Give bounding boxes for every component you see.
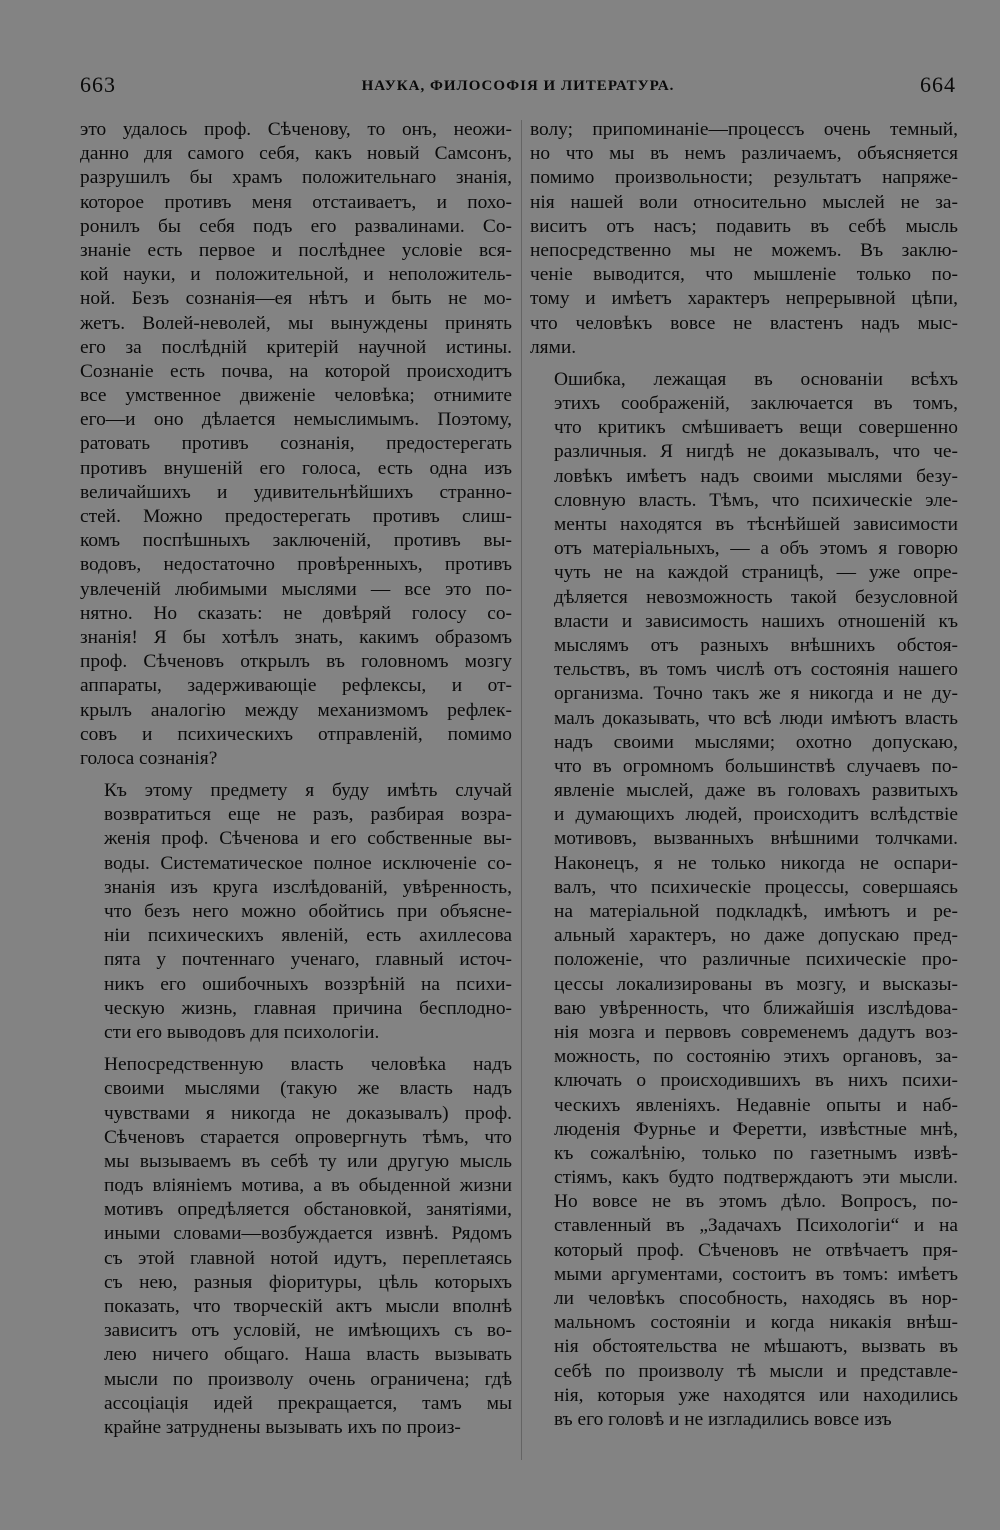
text-line: ченіе выводится, что мышленіе только по- bbox=[530, 264, 958, 286]
text-line: противъ внушеній его голоса, есть одна изъ bbox=[80, 457, 512, 479]
text-line: лями. bbox=[530, 336, 577, 358]
text-line: ли человѣкъ способность, находясь въ нор- bbox=[554, 1288, 958, 1309]
text-line: чувствами я никогда не доказывалъ) проф. bbox=[104, 1102, 512, 1124]
text-line: совъ и психическихъ отправленій, помимо bbox=[80, 723, 512, 745]
text-line: нія, которыя уже находятся или находились bbox=[554, 1384, 958, 1406]
text-line: валъ, что психическіе процессы, совершаясь bbox=[554, 876, 958, 898]
text-line: виситъ отъ насъ; подавить въ себѣ мысль bbox=[530, 215, 958, 237]
text-line: ронилъ бы себя подъ его развалинами. Со- bbox=[80, 215, 512, 237]
text-line: женія проф. Сѣченова и его собственные вы- bbox=[104, 828, 512, 850]
text-line: на матеріальной подкладкѣ, имѣютъ и ре- bbox=[554, 901, 958, 922]
text-line: лею ничего общаго. Наша власть вызывать bbox=[104, 1344, 512, 1366]
text-line: различныя. Я нигдѣ не доказывалъ, что че- bbox=[554, 441, 958, 463]
text-line: мотивовъ, вызванныхъ внѣшними толчками. bbox=[554, 828, 958, 850]
text-line: воды. Систематическое полное исключеніе со- bbox=[104, 852, 512, 874]
text-line: ассоціація идей прекращается, тамъ мы bbox=[104, 1392, 512, 1414]
text-line: въ его головѣ и не изгладились вовсе изъ bbox=[554, 1408, 892, 1430]
text-line: ческихъ явленіяхъ. Недавніе опыты и наб- bbox=[554, 1094, 958, 1116]
text-line: мальномъ состояніи и когда никакія внѣш- bbox=[554, 1312, 958, 1334]
text-line: ключать о происходившихъ въ нихъ психи- bbox=[554, 1070, 958, 1092]
paragraph bbox=[80, 1053, 512, 1440]
text-line: жетъ. Волей-неволей, мы вынуждены принять bbox=[80, 312, 512, 334]
text-line: явленіе мыслей, даже въ головахъ развитыхъ bbox=[554, 780, 958, 802]
text-line: мотивъ опредѣляется обстановкой, занятіями, bbox=[104, 1199, 512, 1221]
text-line: ставленный въ „Задачахъ Психологіи“ и на bbox=[554, 1215, 958, 1237]
text-line: все умственное движеніе человѣка; отнимите bbox=[80, 385, 512, 407]
text-line: что безъ него можно обойтись при объясне- bbox=[104, 901, 512, 922]
text-line: отъ матеріальныхъ, — а объ этомъ я говорю bbox=[554, 538, 958, 560]
text-line: сти его выводовъ для психологіи. bbox=[104, 1021, 380, 1043]
text-line: что въ огромномъ большинствѣ случаевъ по- bbox=[554, 755, 958, 777]
text-line: ваю увѣренность, что ближайшія изслѣдова- bbox=[554, 997, 958, 1019]
text-line: никъ его ошибочныхъ воззрѣній на психи- bbox=[104, 973, 512, 995]
text-line: крайне затруднены вызывать ихъ по произ- bbox=[104, 1416, 461, 1438]
text-line: нія обстоятельства не мѣшаютъ, вызвать въ bbox=[554, 1336, 958, 1358]
text-line: его за послѣдній критерій научной истины. bbox=[80, 336, 512, 358]
text-line: пята у почтеннаго ученаго, главный источ- bbox=[104, 949, 512, 971]
text-line: надъ своими мыслями; охотно допускаю, bbox=[554, 731, 958, 753]
text-line: волу; припоминаніе—процессъ очень темный, bbox=[530, 119, 958, 140]
text-line: это удалось проф. Сѣченову, то онъ, неожи- bbox=[80, 119, 512, 140]
text-line: этихъ соображеній, заключается въ томъ, bbox=[554, 393, 958, 415]
page-number-left: 663 bbox=[80, 72, 116, 97]
column-divider bbox=[521, 120, 522, 1460]
text-line: ратовать противъ сознанія, предостерегать bbox=[80, 433, 512, 455]
text-line: стей. Можно предостерегать противъ слиш- bbox=[80, 506, 512, 527]
text-line: мыслямъ отъ разныхъ внѣшнихъ обстоя- bbox=[554, 634, 958, 656]
text-line: положеніе, что различные психическіе про- bbox=[554, 949, 958, 971]
text-line: ной. Безъ сознанія—ея нѣтъ и быть не мо- bbox=[80, 288, 512, 310]
text-line: непосредственно мы не можемъ. Въ заклю- bbox=[530, 239, 958, 261]
text-line: величайшихъ и удивительнѣйшихъ странно- bbox=[80, 481, 512, 503]
text-line: къ сожалѣнію, только по газетнымъ извѣ- bbox=[554, 1142, 958, 1164]
text-line: который проф. Сѣченовъ не отвѣчаетъ пря- bbox=[554, 1239, 958, 1261]
text-line: стіямъ, какъ будто подтверждаютъ эти мысли. bbox=[554, 1167, 958, 1189]
paragraph bbox=[530, 368, 958, 1432]
text-line: альный характеръ, но даже допускаю пред- bbox=[554, 925, 958, 947]
text-line: Наконецъ, я не только никогда не оспари- bbox=[554, 852, 958, 874]
text-line: его—и оно дѣлается немыслимымъ. Поэтому, bbox=[80, 409, 512, 431]
text-line: малъ доказывать, что всѣ люди имѣютъ власть bbox=[554, 707, 958, 729]
text-line: кой науки, и положительной, и неположитель- bbox=[80, 264, 512, 286]
text-line: голоса сознанія? bbox=[80, 747, 218, 769]
text-line: знаніе есть первое и послѣднее условіе вся- bbox=[80, 239, 512, 261]
text-line: тельствъ, въ томъ числѣ отъ состоянія нашего bbox=[554, 659, 958, 681]
text-line: съ нею, разныя фіоритуры, цѣль которыхъ bbox=[104, 1271, 512, 1293]
text-line: показать, что творческій актъ мысли вполнѣ bbox=[104, 1296, 512, 1317]
text-line: зависитъ отъ условій, не имѣющихъ съ во- bbox=[104, 1320, 512, 1342]
page-number-right: 664 bbox=[920, 72, 956, 97]
text-line: нія нашей воли относительно мыслей не за- bbox=[530, 191, 958, 213]
text-line: Сознаніе есть почва, на которой происходитъ bbox=[80, 360, 512, 382]
running-title: НАУКА, ФИЛОСОФІЯ И ЛИТЕРАТУРА. bbox=[361, 78, 675, 94]
text-line: водовъ, недостаточно провѣренныхъ, противъ bbox=[80, 554, 512, 576]
text-line: проф. Сѣченовъ открылъ въ головномъ мозгу bbox=[80, 651, 512, 673]
text-line: Сѣченовъ старается опровергнуть тѣмъ, что bbox=[104, 1126, 512, 1148]
paragraph bbox=[80, 118, 512, 771]
text-line: съ этой главной нотой идутъ, переплетаясь bbox=[104, 1247, 512, 1269]
text-line: организма. Точно такъ же я никогда и не ду- bbox=[554, 683, 958, 705]
text-line: комъ поспѣшныхъ заключеній, противъ вы- bbox=[80, 530, 512, 552]
text-line: что критикъ смѣшиваетъ вещи совершенно bbox=[554, 417, 958, 439]
left-column bbox=[80, 118, 512, 1440]
text-line: своими мыслями (такую же власть надъ bbox=[104, 1078, 512, 1100]
text-line: крылъ аналогію между механизмомъ рефлек- bbox=[80, 699, 512, 721]
text-line: тому и имѣетъ характеръ непрерывной цѣпи, bbox=[530, 288, 958, 310]
text-line: иными словами—возбуждается извнѣ. Рядомъ bbox=[104, 1223, 512, 1245]
text-line: можность, по состоянію этихъ органовъ, за- bbox=[554, 1046, 958, 1068]
text-line: Къ этому предмету я буду имѣть случай bbox=[104, 780, 512, 802]
text-line: менты находятся въ тѣснѣйшей зависимости bbox=[554, 514, 958, 535]
text-line: которое противъ меня отстаиваетъ, и похо- bbox=[80, 191, 512, 213]
text-line: помимо произвольности; результатъ напряже- bbox=[530, 167, 958, 189]
text-line: нія мозга и первовъ современемъ дадутъ воз- bbox=[554, 1021, 958, 1043]
text-line: Непосредственную власть человѣка надъ bbox=[104, 1054, 512, 1076]
text-line: ніи психическихъ явленій, есть ахиллесова bbox=[104, 925, 512, 947]
text-line: дѣляется невозможность такой безусловной bbox=[554, 586, 958, 608]
text-line: но что мы въ немъ различаемъ, объясняется bbox=[530, 143, 958, 165]
text-line: Но вовсе не въ этомъ дѣло. Вопросъ, по- bbox=[554, 1191, 958, 1213]
text-line: что человѣкъ вовсе не властенъ надъ мыс- bbox=[530, 312, 958, 334]
text-line: цессы локализированы въ мозгу, и высказы- bbox=[554, 973, 958, 995]
text-line: возвратиться еще не разъ, разбирая возра- bbox=[104, 804, 512, 826]
text-line: аппараты, задерживающіе рефлексы, и от- bbox=[80, 675, 512, 697]
text-line: Ошибка, лежащая въ основаніи всѣхъ bbox=[554, 368, 958, 390]
text-line: мы вызываемъ въ себѣ ту или другую мысль bbox=[104, 1150, 512, 1172]
text-line: знанія изъ круга изслѣдованій, увѣренность, bbox=[104, 876, 512, 898]
paragraph bbox=[530, 118, 958, 360]
text-line: знанія! Я бы хотѣлъ знать, какимъ образомъ bbox=[80, 626, 512, 648]
right-column bbox=[530, 118, 958, 1432]
text-line: ческую жизнь, главная причина бесплодно- bbox=[104, 997, 512, 1019]
text-line: мысли по произволу очень ограничена; гдѣ bbox=[104, 1368, 512, 1390]
text-line: власти и зависимость нашихъ отношеній къ bbox=[554, 610, 958, 632]
text-line: данно для самого себя, какъ новый Самсонъ, bbox=[80, 143, 512, 165]
text-line: мыми аргументами, состоитъ въ томъ: имѣетъ bbox=[554, 1263, 958, 1285]
text-line: люденія Фурнье и Феретти, извѣстные мнѣ, bbox=[554, 1118, 958, 1140]
text-line: разрушилъ бы храмъ положительнаго знанія, bbox=[80, 167, 512, 189]
text-line: себѣ по произволу тѣ мысли и представле- bbox=[554, 1360, 958, 1382]
page-header bbox=[80, 72, 956, 102]
text-line: ловѣкъ имѣетъ надъ своими мыслями безу- bbox=[554, 465, 958, 487]
text-line: увлеченій любимыми мыслями — все это по- bbox=[80, 578, 512, 600]
text-line: чуть не на каждой страницѣ, — уже опре- bbox=[554, 562, 958, 584]
text-line: и думающихъ людей, происходитъ вслѣдствіе bbox=[554, 804, 958, 826]
paragraph bbox=[80, 779, 512, 1045]
text-line: нятно. Но сказать: не довѣряй голосу со- bbox=[80, 602, 512, 624]
text-line: словную власть. Тѣмъ, что психическіе эле- bbox=[554, 489, 958, 511]
text-line: подъ вліяніемъ мотива, а въ обыденной жизни bbox=[104, 1175, 512, 1197]
